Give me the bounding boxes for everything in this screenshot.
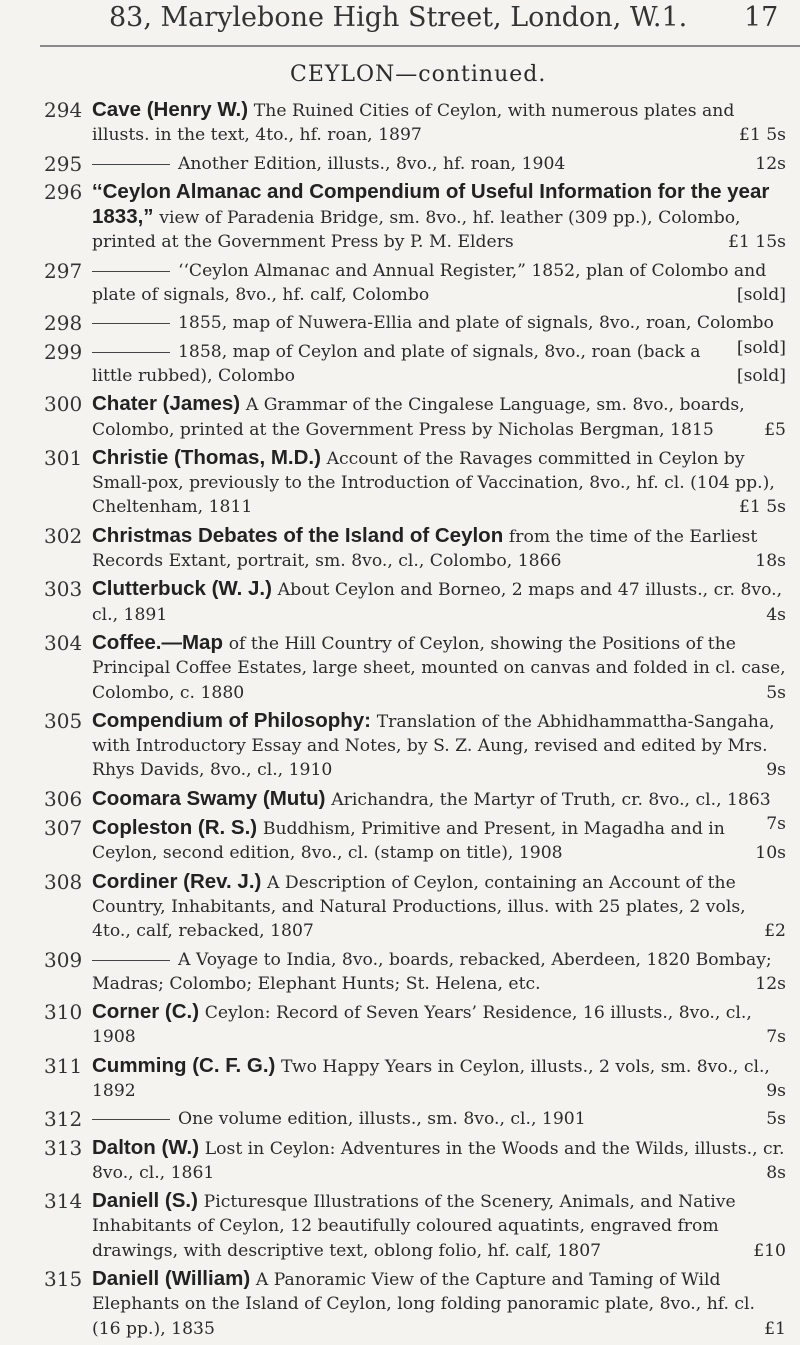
catalogue-entry xyxy=(0,1000,800,1050)
section-title: CEYLON—continued. xyxy=(290,62,547,87)
entry-number: 313 xyxy=(44,1135,83,1160)
entry-number: 306 xyxy=(44,786,83,811)
catalogue-entry xyxy=(0,1107,800,1131)
entry-price: [sold] xyxy=(736,285,786,306)
catalogue-entry xyxy=(0,1189,800,1263)
catalogue-entry xyxy=(0,259,800,308)
entry-description: Ceylon: Record of Seven Years’ Residence, 16 illusts., 8vo., cl., 1908 xyxy=(92,1003,752,1048)
entry-price: £1 15s xyxy=(727,232,786,253)
entry-description: Lost in Ceylon: Adventures in the Woods and the Wilds, illusts., cr. 8vo., cl., 1861 xyxy=(92,1138,785,1183)
catalogue-entry xyxy=(0,446,800,520)
entry-number: 302 xyxy=(44,523,83,548)
catalogue-entry xyxy=(0,152,800,176)
entry-author: ‘‘Ceylon Almanac and Compendium of Useful Information for the year 1833,” xyxy=(92,179,770,229)
entry-description: 1855, map of Nuwera-Ellia and plate of signals, 8vo., roan, Colombo xyxy=(178,313,774,334)
catalogue-entry xyxy=(0,1267,800,1341)
entry-number: 312 xyxy=(44,1107,83,1132)
entry-price: 4s xyxy=(766,604,786,625)
entry-price: 5s xyxy=(766,682,786,703)
ditto-rule xyxy=(92,352,170,353)
entry-number: 308 xyxy=(44,869,83,894)
entry-author: Cumming (C. F. G.) xyxy=(92,1053,282,1077)
entry-description: A Voyage to India, 8vo., boards, rebacked, Aberdeen, 1820 Bombay; Madras; Colombo; Elephant Hunts; St. Helena, etc. xyxy=(92,949,772,994)
catalogue-entry xyxy=(0,180,800,255)
entry-price: 8s xyxy=(766,1162,786,1183)
entry-price: £10 xyxy=(753,1240,786,1261)
ditto-rule xyxy=(92,960,170,961)
catalogue-entry xyxy=(0,340,800,389)
ditto-rule xyxy=(92,164,170,165)
entry-number: 303 xyxy=(44,577,83,602)
entry-number: 309 xyxy=(44,947,83,972)
entry-number: 314 xyxy=(44,1189,83,1214)
entry-description: Two Happy Years in Ceylon, illusts., 2 vols, sm. 8vo., cl., 1892 xyxy=(92,1056,770,1101)
entry-author: Compendium of Philosophy: xyxy=(92,708,377,732)
entry-number: 294 xyxy=(44,98,83,122)
entry-author: Daniell (S.) xyxy=(92,1189,204,1213)
entry-description: A Grammar of the Cingalese Language, sm. 8vo., boards, Colombo, printed at the Government Press by Nicholas Bergman, 1815 xyxy=(92,395,745,440)
entry-description: from the time of the Earliest Records Extant, portrait, sm. 8vo., cl., Colombo, 1866 xyxy=(92,526,758,572)
entry-description: About Ceylon and Borneo, 2 maps and 47 illusts., cr. 8vo., cl., 1891 xyxy=(92,580,783,625)
entry-number: 315 xyxy=(44,1267,83,1292)
entry-number: 301 xyxy=(44,445,83,470)
page-address: 83, Marylebone High Street, London, W.1. xyxy=(109,2,688,33)
entry-number: 304 xyxy=(44,630,83,655)
entry-author: Christie (Thomas, M.D.) xyxy=(92,445,327,469)
catalogue-entry xyxy=(0,524,800,574)
entry-price: 9s xyxy=(766,1080,786,1101)
entry-number: 298 xyxy=(44,311,83,336)
entry-description: 1858, map of Ceylon and plate of signals, 8vo., roan (back a little rubbed), Colombo xyxy=(92,341,701,386)
ditto-rule xyxy=(92,323,170,324)
entry-description: view of Paradenia Bridge, sm. 8vo., hf. leather (309 pp.), Colombo, printed at the Government Press by P. M. Elders xyxy=(92,208,741,253)
entry-price: £5 xyxy=(764,419,786,440)
catalogue-entry xyxy=(0,1054,800,1104)
catalogue-entry xyxy=(0,577,800,627)
entry-number: 305 xyxy=(44,708,83,733)
entry-author: Christmas Debates of the Island of Ceylon xyxy=(92,523,509,547)
entry-price: 12s xyxy=(755,973,786,994)
entry-author: Coomara Swamy (Mutu) xyxy=(92,786,332,810)
catalogue-entry xyxy=(0,709,800,783)
entry-price: 18s xyxy=(755,551,786,572)
catalogue-entry xyxy=(0,816,800,866)
header-rule xyxy=(40,45,800,47)
entry-description: The Ruined Cities of Ceylon, with numerous plates and illusts. in the text, 4to., hf. roan, 1897 xyxy=(92,101,735,146)
catalogue-entry xyxy=(0,870,800,944)
entry-price: £1 xyxy=(764,1318,786,1339)
entry-price: £1 5s xyxy=(738,497,786,518)
entry-description: One volume edition, illusts., sm. 8vo., cl., 1901 xyxy=(178,1109,586,1130)
entry-author: Chater (James) xyxy=(92,392,246,416)
entry-price: 12s xyxy=(755,153,786,174)
entry-description: of the Hill Country of Ceylon, showing the Positions of the Principal Coffee Estates, large sheet, mounted on canvas and folded in cl. case, Colombo, c. 1880 xyxy=(92,633,786,703)
entry-description: A Panoramic View of the Capture and Taming of Wild Elephants on the Island of Ceylon, long folding panoramic plate, 8vo., hf. cl. (16 pp.), 1835 xyxy=(92,1270,756,1339)
catalogue-entry xyxy=(0,948,800,997)
entry-number: 307 xyxy=(44,816,83,841)
entry-author: Copleston (R. S.) xyxy=(92,816,263,840)
entry-author: Cordiner (Rev. J.) xyxy=(92,869,268,893)
entry-price: £1 5s xyxy=(738,125,786,146)
catalogue-entry xyxy=(0,1136,800,1186)
page-header xyxy=(0,2,800,46)
entry-price: 7s xyxy=(766,814,786,835)
entry-number: 311 xyxy=(44,1053,83,1078)
entry-author: Daniell (William) xyxy=(92,1267,256,1291)
entry-price: £2 xyxy=(764,921,786,942)
catalogue-entries xyxy=(0,98,800,1345)
entry-price: 5s xyxy=(766,1109,786,1130)
entry-description: A Description of Ceylon, containing an Account of the Country, Inhabitants, and Natural Productions, illus. with 25 plates, 2 vols, 4to., calf, rebacked, 1807 xyxy=(92,872,746,942)
entry-price: [sold] xyxy=(736,365,786,386)
entry-price: 7s xyxy=(766,1027,786,1048)
entry-number: 295 xyxy=(44,151,83,176)
entry-number: 299 xyxy=(44,339,83,364)
entry-price: 9s xyxy=(766,760,786,781)
entry-author: Clutterbuck (W. J.) xyxy=(92,577,278,601)
entry-author: Coffee.—Map xyxy=(92,630,229,654)
entry-price: 10s xyxy=(755,843,786,864)
entry-description: Picturesque Illustrations of the Scenery, Animals, and Native Inhabitants of Ceylon, 12 beautifully coloured aquatints, engraved from drawings, with descriptive text, oblong folio, hf. calf, 1807 xyxy=(92,1192,736,1261)
entry-description: Translation of the Abhidhammattha-Sangaha, with Introductory Essay and Notes, by S. Z. Aung, revised and edited by Mrs. Rhys Davids, 8vo., cl., 1910 xyxy=(92,711,775,781)
catalogue-entry xyxy=(0,98,800,148)
entry-number: 296 xyxy=(44,179,83,204)
entry-author: Corner (C.) xyxy=(92,1000,205,1024)
entry-description: Arichandra, the Martyr of Truth, cr. 8vo., cl., 1863 xyxy=(331,789,771,810)
ditto-rule xyxy=(92,1119,170,1120)
entry-number: 297 xyxy=(44,258,83,283)
entry-author: Cave (Henry W.) xyxy=(92,98,254,121)
entry-number: 310 xyxy=(44,1000,83,1025)
catalogue-entry xyxy=(0,392,800,442)
entry-description: Account of the Ravages committed in Ceylon by Small-pox, previously to the Introduction of Vaccination, 8vo., hf. cl. (104 pp.), Cheltenham, 1811 xyxy=(92,448,775,518)
entry-author: Dalton (W.) xyxy=(92,1135,205,1159)
page-number: 17 xyxy=(744,2,779,33)
entry-description: Another Edition, illusts., 8vo., hf. roan, 1904 xyxy=(178,153,566,174)
catalogue-entry xyxy=(0,631,800,705)
entry-price: [sold] xyxy=(736,337,786,358)
entry-description: Buddhism, Primitive and Present, in Magadha and in Ceylon, second edition, 8vo., cl. (stamp on title), 1908 xyxy=(92,819,725,864)
entry-number: 300 xyxy=(44,392,83,417)
ditto-rule xyxy=(92,271,170,272)
entry-description: ‘‘Ceylon Almanac and Annual Register,” 1852, plan of Colombo and plate of signals, 8vo., hf. calf, Colombo xyxy=(92,260,767,306)
